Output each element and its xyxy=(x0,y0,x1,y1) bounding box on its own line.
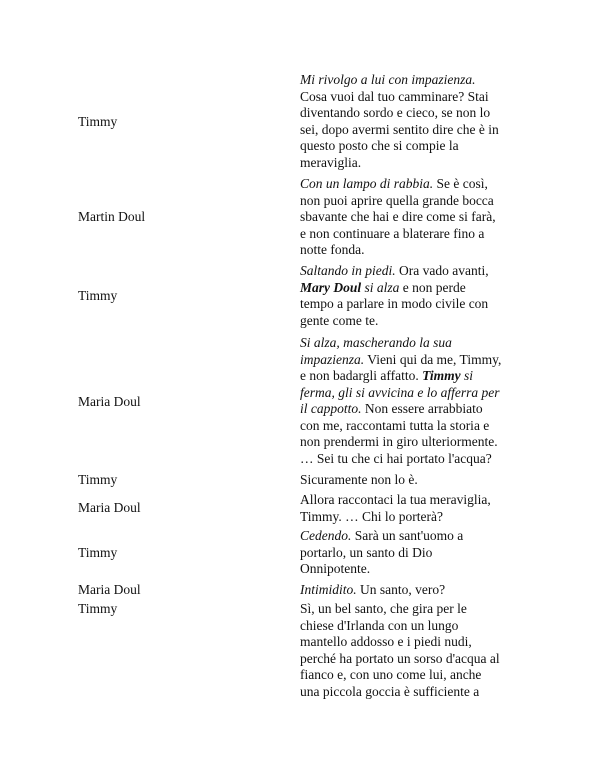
dialogue-segment: Non essere arrabbiato xyxy=(361,401,483,416)
dialogue-segment: Sì, un bel santo, che gira per le xyxy=(300,601,467,616)
dialogue-segment: fianco e, con uno come lui, anche xyxy=(300,667,482,682)
dialogue-segment: chiese d'Irlanda con un lungo xyxy=(300,617,459,633)
speaker-name: Timmy xyxy=(78,288,118,303)
dialogue-segment: Sarà un sant'uomo a xyxy=(351,528,464,543)
text-line xyxy=(300,72,540,89)
text-line xyxy=(300,667,540,684)
text-line xyxy=(300,193,540,210)
dialogue-segment: non prendermi in giro ulteriormente. xyxy=(300,434,498,449)
speaker-name: Timmy xyxy=(78,472,118,487)
stage-direction: si alza xyxy=(361,279,400,295)
speaker-name: Timmy xyxy=(78,545,118,560)
stage-direction: Saltando in piedi. xyxy=(300,263,396,278)
dialogue-segment: una piccola goccia è sufficiente a xyxy=(300,683,480,699)
dialogue-segment: non puoi aprire quella grande bocca xyxy=(300,192,494,208)
text-line xyxy=(300,545,540,562)
text-line xyxy=(300,684,540,701)
dialogue-segment: … Sei tu che ci hai portato l'acqua? xyxy=(300,450,492,466)
dialogue-text xyxy=(300,492,540,525)
text-line xyxy=(300,89,540,106)
dialogue-segment: con me, raccontami tutta la storia e xyxy=(300,417,490,433)
dialogue-text xyxy=(300,72,540,171)
dialogue-segment: Sicuramente non lo è. xyxy=(300,472,418,487)
speaker-name: Maria Doul xyxy=(78,500,141,515)
text-line xyxy=(300,492,540,509)
stage-direction: Con un lampo di rabbia. xyxy=(300,176,434,191)
dialogue-segment: mantello addosso e i piedi nudi, xyxy=(300,634,472,649)
dialogue-segment: diventando sordo e cieco, se non lo xyxy=(300,105,491,120)
stage-direction: si xyxy=(460,368,473,383)
text-line xyxy=(300,209,540,226)
dialogue-segment: e non badargli affatto. xyxy=(300,368,423,383)
speaker-name: Timmy xyxy=(78,114,118,129)
dialogue-segment: Ora vado avanti, xyxy=(395,263,489,278)
dialogue-text xyxy=(300,528,540,578)
stage-direction: impazienza. xyxy=(300,351,365,367)
dialogue-segment: Un santo, vero? xyxy=(356,582,446,597)
dialogue-segment: e non perde xyxy=(399,279,466,295)
text-line xyxy=(300,263,540,280)
speaker-name: Maria Doul xyxy=(78,582,141,597)
text-line xyxy=(300,509,540,526)
dialogue-text xyxy=(300,176,540,259)
character-name-direction: Timmy xyxy=(422,368,461,383)
text-line xyxy=(300,401,540,418)
dialogue-segment: questo posto che si compie la xyxy=(300,138,459,153)
speaker-name: Martin Doul xyxy=(78,209,146,224)
dialogue-segment: portarlo, un santo di Dio xyxy=(300,544,433,560)
text-line xyxy=(300,176,540,193)
dialogue-segment: notte fonda. xyxy=(300,242,365,257)
text-line xyxy=(300,434,540,451)
text-line xyxy=(300,242,540,259)
text-line xyxy=(300,313,540,330)
text-line xyxy=(300,582,540,599)
dialogue-text xyxy=(300,582,540,599)
text-line xyxy=(300,296,540,313)
dialogue-segment: meraviglia. xyxy=(300,154,362,170)
dialogue-segment: perché ha portato un sorso d'acqua al xyxy=(300,650,500,666)
text-line xyxy=(300,352,540,369)
dialogue-segment: e non continuare a blaterare fino a xyxy=(300,225,485,241)
dialogue-segment: Se è così, xyxy=(433,176,488,191)
text-line xyxy=(300,138,540,155)
dialogue-text xyxy=(300,601,540,700)
dialogue-segment: tempo a parlare in modo civile con xyxy=(300,296,489,311)
text-line xyxy=(300,601,540,618)
dialogue-segment: Vieni qui da me, Timmy, xyxy=(364,351,502,367)
stage-direction: Cedendo. xyxy=(300,528,352,543)
dialogue-segment: sei, dopo avermi sentito dire che è in xyxy=(300,121,499,137)
text-line xyxy=(300,418,540,435)
text-line xyxy=(300,122,540,139)
text-line xyxy=(300,528,540,545)
speaker-name: Maria Doul xyxy=(78,394,141,409)
text-line xyxy=(300,472,540,489)
dialogue-segment: gente come te. xyxy=(300,312,379,328)
character-name-direction: Mary Doul xyxy=(300,279,362,295)
dialogue-segment: Allora raccontaci la tua meraviglia, xyxy=(300,492,491,507)
text-line xyxy=(300,618,540,635)
text-line xyxy=(300,105,540,122)
dialogue-text xyxy=(300,472,540,489)
stage-direction: Intimidito. xyxy=(300,582,357,597)
dialogue-segment: Cosa vuoi dal tuo camminare? Stai xyxy=(300,88,489,104)
dialogue-segment: Onnipotente. xyxy=(300,561,371,576)
text-line xyxy=(300,385,540,402)
speaker-name: Timmy xyxy=(78,601,118,616)
stage-direction: ferma, gli si avvicina e lo afferra per xyxy=(300,384,500,400)
text-line xyxy=(300,451,540,468)
text-line xyxy=(300,226,540,243)
stage-direction: il cappotto. xyxy=(300,401,362,416)
dialogue-segment: Timmy. … Chi lo porterà? xyxy=(300,508,443,524)
text-line xyxy=(300,651,540,668)
stage-direction: Si alza, mascherando la sua xyxy=(300,335,452,350)
dialogue-text xyxy=(300,263,540,329)
dialogue-text xyxy=(300,335,540,467)
stage-direction: Mi rivolgo a lui con impazienza. xyxy=(300,72,476,87)
text-line xyxy=(300,561,540,578)
text-line xyxy=(300,280,540,297)
text-line xyxy=(300,368,540,385)
text-line xyxy=(300,155,540,172)
text-line xyxy=(300,634,540,651)
dialogue-segment: sbavante che hai e dire come si farà, xyxy=(300,209,496,224)
text-line xyxy=(300,335,540,352)
